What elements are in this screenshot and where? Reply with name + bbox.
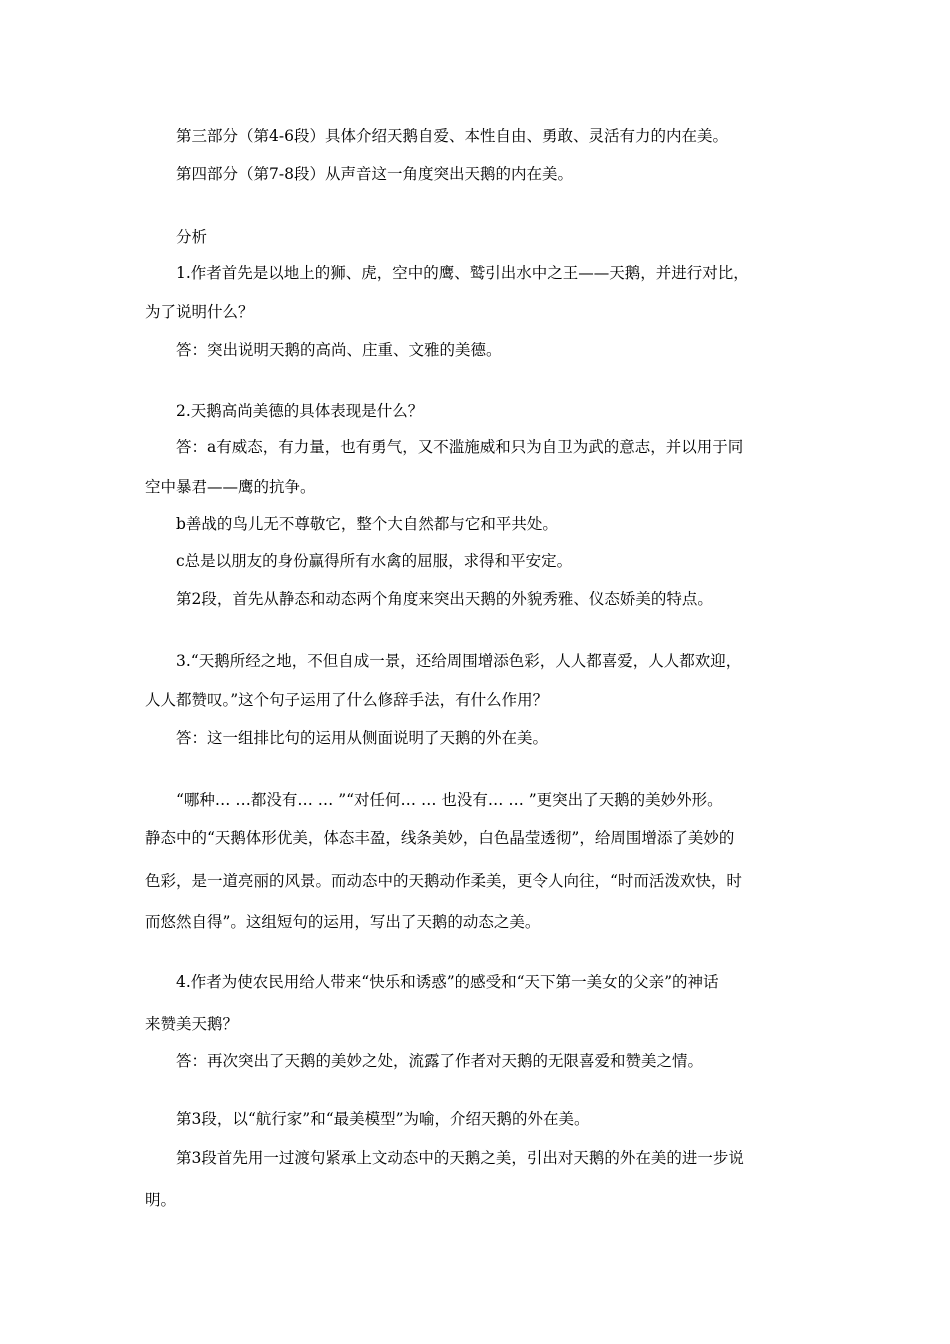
question-line: 4.作者为使农民用给人带来“快乐和诱惑”的感受和“天下第一美女的父亲”的神话 [176, 973, 719, 991]
question-line: 为了说明什么？ [145, 303, 254, 321]
question-line: 3.“天鹅所经之地，不但自成一景，还给周围增添色彩，人人都喜爱，人人都欢迎， [176, 652, 742, 670]
text-line: 第3段首先用一过渡句紧承上文动态中的天鹅之美，引出对天鹅的外在美的进一步说 [176, 1149, 744, 1167]
answer-line: 答：再次突出了天鹅的美妙之处，流露了作者对天鹅的无限喜爱和赞美之情。 [176, 1052, 704, 1070]
text-line: 第2段，首先从静态和动态两个角度来突出天鹅的外貌秀雅、仪态娇美的特点。 [176, 590, 713, 608]
question-line: 1.作者首先是以地上的狮、虎，空中的鹰、鹫引出水中之王——天鹅，并进行对比， [176, 264, 749, 282]
text-line: 明。 [145, 1191, 177, 1209]
text-line: 色彩，是一道亮丽的风景。而动态中的天鹅动作柔美，更令人向往，“时而活泼欢快，时 [145, 872, 742, 890]
question-line: 2.天鹅高尚美德的具体表现是什么？ [176, 402, 424, 420]
answer-line: 空中暴君——鹰的抗争。 [145, 478, 316, 496]
text-line: 第3段，以“航行家”和“最美模型”为喻，介绍天鹅的外在美。 [176, 1110, 590, 1128]
answer-line: b善战的鸟儿无不尊敬它，整个大自然都与它和平共处。 [176, 515, 558, 533]
text-line: 静态中的“天鹅体形优美，体态丰盈，线条美妙，白色晶莹透彻”，给周围增添了美妙的 [145, 829, 735, 847]
text-line: 而悠然自得”。这组短句的运用，写出了天鹅的动态之美。 [145, 913, 541, 931]
text-line: 第四部分（第7-8段）从声音这一角度突出天鹅的内在美。 [176, 165, 573, 183]
text-line: “哪种… …都没有… … ”“对任何… … 也没有… … ”更突出了天鹅的美妙外形。 [176, 791, 723, 809]
text-line: 第三部分（第4-6段）具体介绍天鹅自爱、本性自由、勇敢、灵活有力的内在美。 [176, 127, 728, 145]
answer-line: 答：a有威态，有力量，也有勇气，又不滥施威和只为自卫为武的意志，并以用于同 [176, 438, 744, 456]
question-line: 来赞美天鹅？ [145, 1015, 239, 1033]
question-line: 人人都赞叹。”这个句子运用了什么修辞手法，有什么作用？ [145, 691, 549, 709]
answer-line: 答：这一组排比句的运用从侧面说明了天鹅的外在美。 [176, 729, 549, 747]
answer-line: c总是以朋友的身份赢得所有水禽的屈服，求得和平安定。 [176, 552, 573, 570]
answer-line: 答：突出说明天鹅的高尚、庄重、文雅的美德。 [176, 341, 502, 359]
section-heading: 分析 [176, 228, 208, 246]
